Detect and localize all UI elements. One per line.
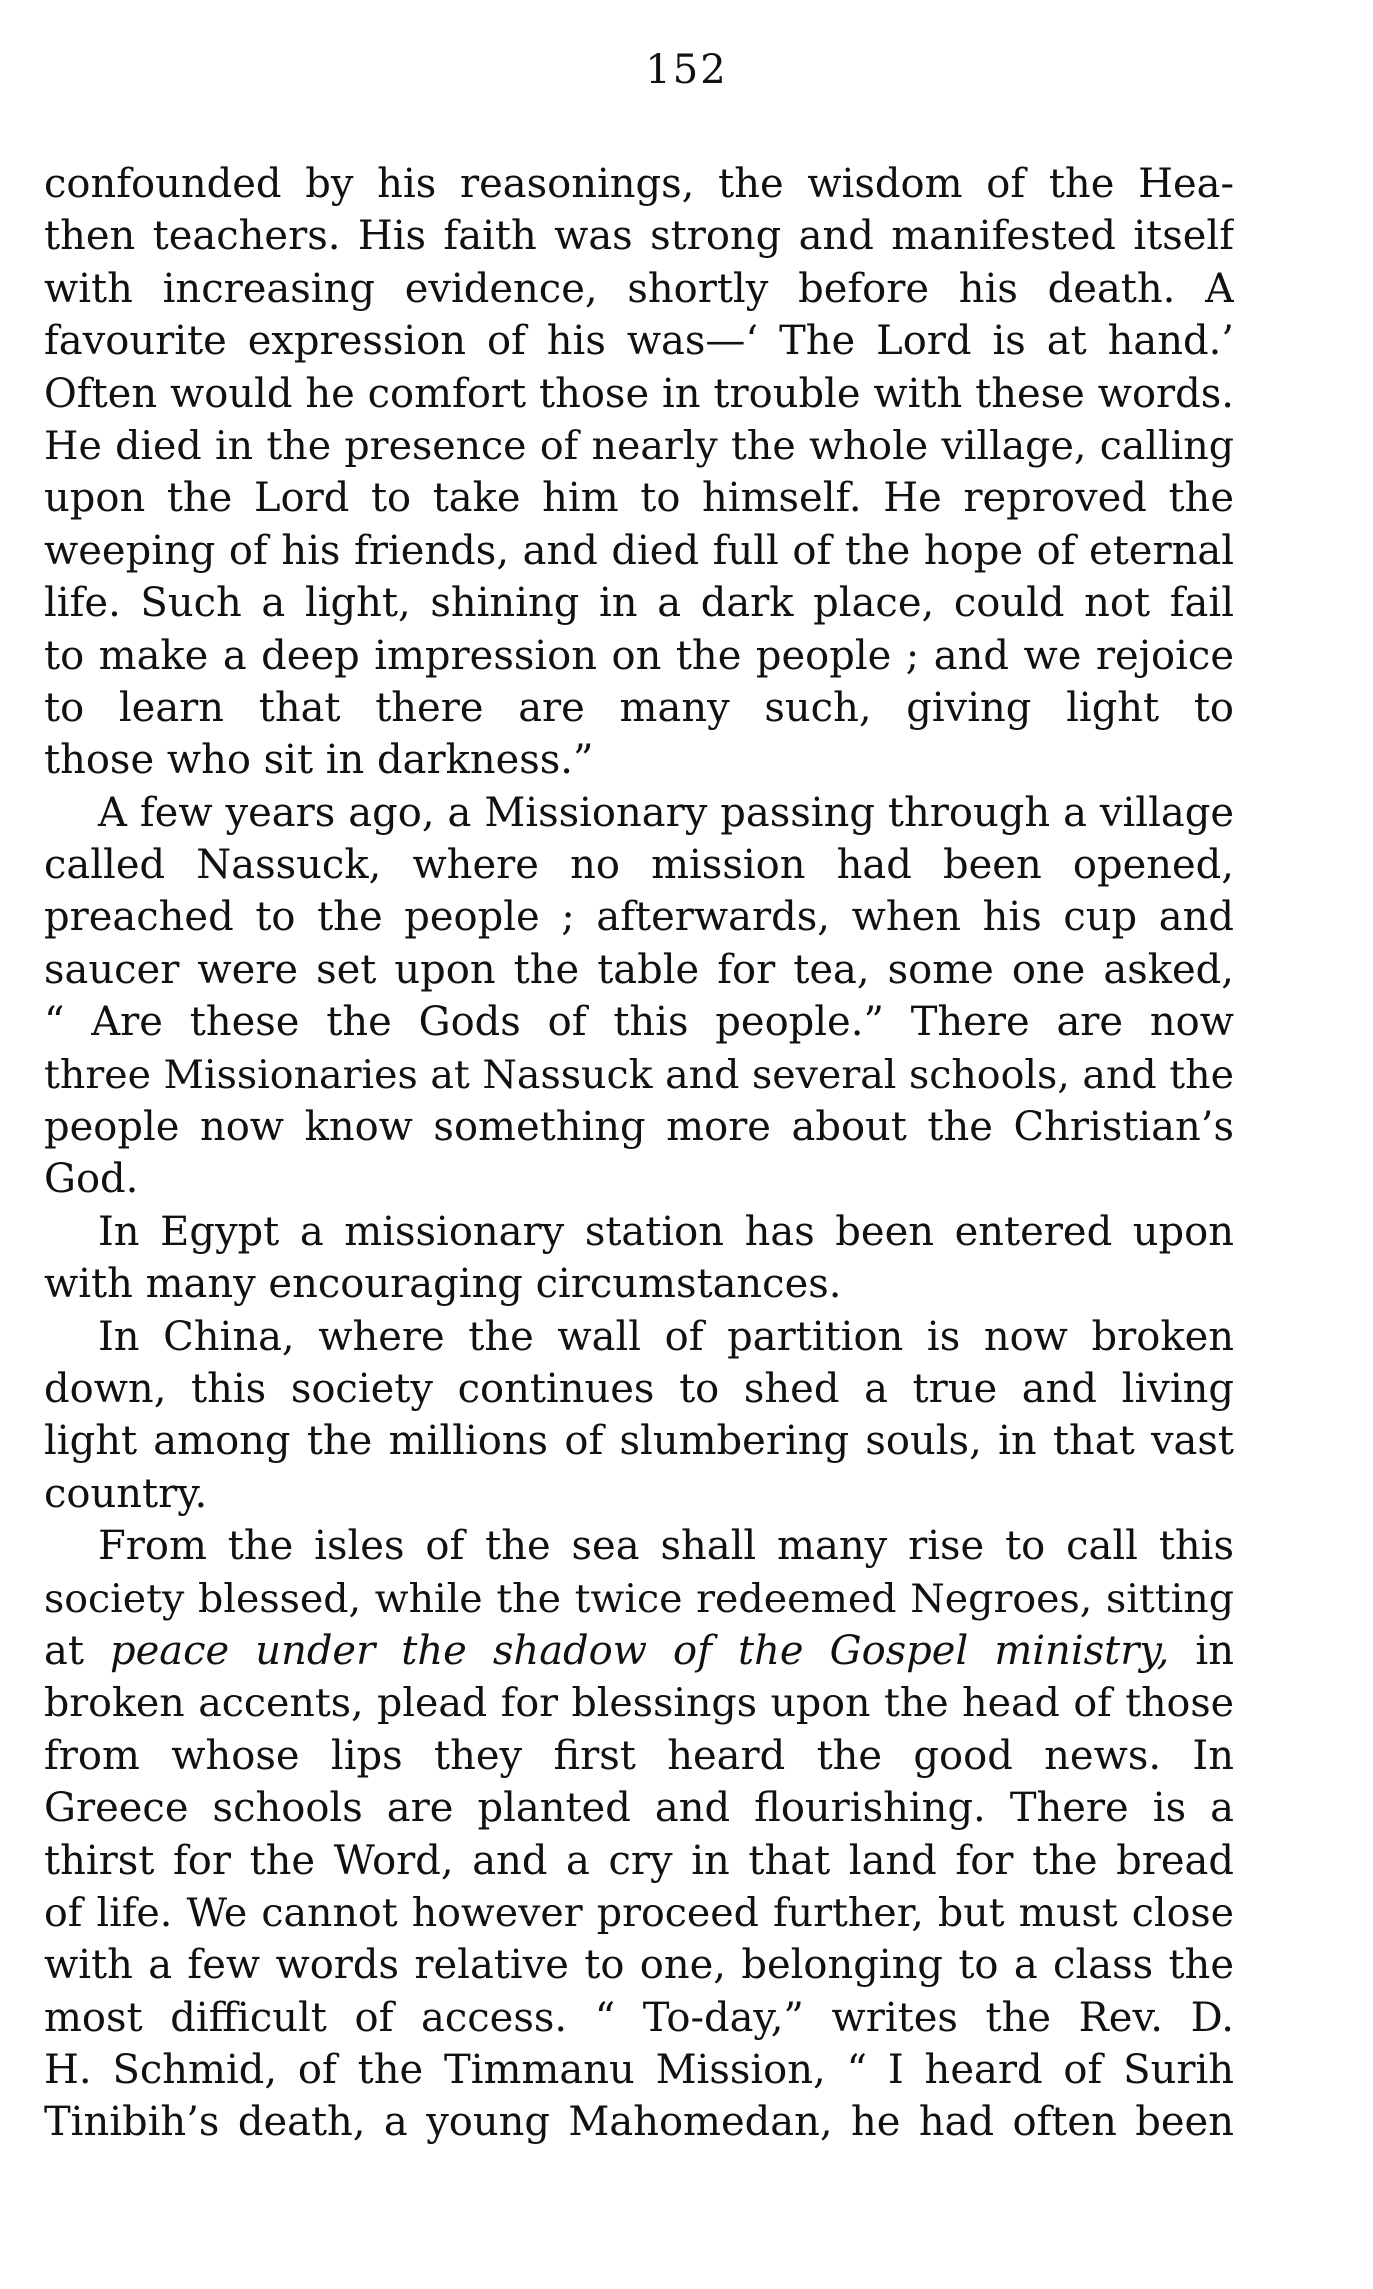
text-line: Greece schools are planted and flourishing. There is a xyxy=(44,1785,1234,1832)
text-line: with many encouraging circumstances. xyxy=(44,1261,842,1308)
text-line: light among the millions of slumbering souls, in that vast xyxy=(44,1418,1234,1465)
text-line: called Nassuck, where no mission had been opened, xyxy=(44,842,1234,889)
text-line: society blessed, while the twice redeemed Negroes, sitting xyxy=(44,1575,1234,1622)
text-line: at peace under the shadow of the Gospel ministry, in xyxy=(44,1627,1234,1674)
text-line: then teachers. His faith was strong and manifested itself xyxy=(44,213,1234,260)
page-number: 152 xyxy=(645,47,728,93)
text-line: broken accents, plead for blessings upon the head of those xyxy=(44,1680,1234,1727)
text-line: In China, where the wall of partition is now broken xyxy=(98,1313,1234,1360)
text-line: favourite expression of his was—‘ The Lord is at hand.’ xyxy=(44,318,1234,365)
text-line: country. xyxy=(44,1470,208,1517)
text-line: people now know something more about the Christian’s xyxy=(44,1104,1234,1151)
text-line: upon the Lord to take him to himself. He reproved the xyxy=(44,475,1234,522)
text-line: with a few words relative to one, belonging to a class the xyxy=(44,1942,1234,1989)
text-line: H. Schmid, of the Timmanu Mission, “ I heard of Surih xyxy=(44,2047,1234,2094)
text-line: saucer were set upon the table for tea, some one asked, xyxy=(44,946,1234,993)
text-line: with increasing evidence, shortly before his death. A xyxy=(44,265,1234,312)
text-line: God. xyxy=(44,1156,139,1203)
italic-phrase: peace under the shadow of the Gospel ministry, xyxy=(110,1627,1170,1674)
text-line: most difficult of access. “ To-day,” writes the Rev. D. xyxy=(44,1994,1234,2041)
text-line: those who sit in darkness.” xyxy=(44,737,594,784)
text-line: “ Are these the Gods of this people.” There are now xyxy=(44,999,1234,1046)
text-line: Often would he comfort those in trouble with these words. xyxy=(44,370,1234,417)
text-line: confounded by his reasonings, the wisdom of the Hea- xyxy=(44,161,1234,207)
text-line: Tinibih’s death, a young Mahomedan, he had often been xyxy=(44,2099,1234,2146)
text-line: A few years ago, a Missionary passing through a village xyxy=(98,789,1234,836)
text-line: down, this society continues to shed a true and living xyxy=(44,1365,1234,1412)
text-line: weeping of his friends, and died full of the hope of eternal xyxy=(44,527,1234,574)
text-line: to make a deep impression on the people ; and we rejoice xyxy=(44,632,1234,679)
text-line: In Egypt a missionary station has been entered upon xyxy=(98,1208,1234,1255)
body-text xyxy=(44,158,1234,2149)
text-line: to learn that there are many such, giving light to xyxy=(44,684,1234,731)
text-line: He died in the presence of nearly the whole village, calling xyxy=(44,422,1234,469)
text-line: From the isles of the sea shall many rise to call this xyxy=(98,1523,1234,1570)
text-line: life. Such a light, shining in a dark place, could not fail xyxy=(44,580,1234,627)
text-line: three Missionaries at Nassuck and several schools, and the xyxy=(44,1051,1234,1098)
text-line: thirst for the Word, and a cry in that land for the bread xyxy=(44,1837,1234,1884)
text-line: of life. We cannot however proceed further, but must close xyxy=(44,1889,1234,1936)
text-line: from whose lips they first heard the good news. In xyxy=(44,1732,1234,1779)
text-line: preached to the people ; afterwards, when his cup and xyxy=(44,894,1234,941)
